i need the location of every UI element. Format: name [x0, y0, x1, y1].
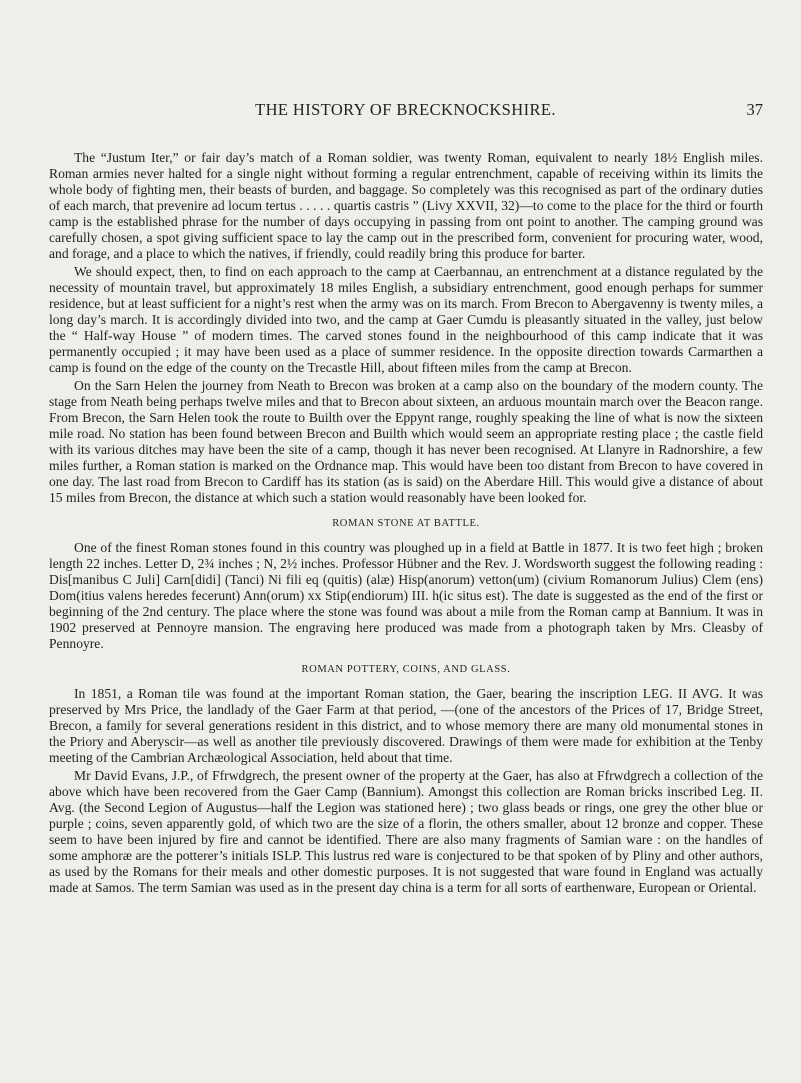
paragraph: One of the finest Roman stones found in this country was ploughed up in a field at Battle in 1877. It is two feet high ; broken length 22 inches. Letter D, 2¾ inches ; N, 2½ inches. Professor Hübner and the Rev. J. Wordsworth suggest the following reading : Dis[manibus C Juli] Carn[didi] (Tanci) Ni fili eq (quitis) (alæ) Hisp(anorum) vetton(um) (civium Romanorum Julius) Clem (ens) Dom(itius valens heredes fecerunt) Ann(orum) xx Stip(endiorum) III. h(ic situs est). The date is suggested as the end of the first or beginning of the 2nd century. The place where the stone was found was about a mile from the Roman camp at Bannium. It was in 1902 preserved at Pennoyre mansion. The engraving here produced was made from a photograph taken by Mrs. Cleasby of Pennoyre. [49, 540, 763, 651]
section-heading-roman-stone: ROMAN STONE AT BATTLE. [332, 518, 480, 529]
paragraph: On the Sarn Helen the journey from Neath to Brecon was broken at a camp also on the boundary of the modern county. The stage from Neath being perhaps twelve miles and that to Brecon about sixteen, an arduous mountain march over the Beacon range. From Brecon, the Sarn Helen took the route to Builth over the Eppynt range, roughly speaking the line of what is now the sixteen mile road. No station has been found between Brecon and Builth which would seem an appropriate resting place ; the castle field with its various ditches may have been the site of a camp, though it has never been recognised. At Llanyre in Radnorshire, a few miles further, a Roman station is marked on the Ordnance map. This would have been too distant from Brecon to have covered in one day. The last road from Brecon to Cardiff has its station (as is said) on the Aberdare Hill. This would give a distance of about 15 miles from Brecon, the distance at which such a station would reasonably have been looked for. [49, 378, 763, 505]
page-number: 37 [746, 100, 763, 119]
page-body [49, 150, 763, 896]
paragraph: Mr David Evans, J.P., of Ffrwdgrech, the present owner of the property at the Gaer, has also at Ffrwdgrech a collection of the above which have been recovered from the Gaer Camp (Bannium). Amongst this collection are Roman bricks inscribed Leg. II. Avg. (the Second Legion of Augustus—half the Legion was stationed here) ; two glass beads or rings, one grey the other blue or purple ; coins, seven apparently gold, of which two are the size of a florin, the others smaller, about 12 bronze and copper. These seem to have been injured by fire and cannot be identified. There are also many fragments of Samian ware : on the handles of some amphoræ are the potterer’s initials ISLP. This lustrus red ware is conjectured to be that spoken of by Pliny and other authors, as used by the Romans for their meals and other domestic purposes. It is not suggested that ware found in England was actually made at Samos. The term Samian was used as in the present day china is a term for all sorts of earthenware, European or Oriental. [49, 768, 763, 895]
page-header [48, 100, 763, 124]
paragraph: The “Justum Iter,” or fair day’s match of a Roman soldier, was twenty Roman, equivalent to nearly 18½ English miles. Roman armies never halted for a single night without forming a regular entrenchment, capable of receiving within its limits the whole body of fighting men, their beasts of burden, and baggage. So completely was this recognised as part of the ordinary duties of each march, that prevenire ad locum tertus . . . . . quartis castris ” (Livy XXVII, 32)—to come to the place for the third or fourth camp is the established phrase for the number of days occupying in passing from ont point to another. The camping ground was carefully chosen, a spot giving sufficient space to lay the camp out in the prescribed form, convenient for procuring water, wood, and forage, and a place to which the natives, if friendly, could readily bring this produce for barter. [49, 150, 763, 261]
paragraph: In 1851, a Roman tile was found at the important Roman station, the Gaer, bearing the inscription LEG. II AVG. It was preserved by Mrs Price, the landlady of the Gaer Farm at that period, —(one of the ancestors of the Prices of 17, Bridge Street, Brecon, a family for several generations resident in this district, and to whose memory there are many old monumental stones in the Priory and Aberyscir—as well as another tile previously discovered. Drawings of them were made for exhibition at the Tenby meeting of the Cambrian Archæological Association, held about that time. [49, 686, 763, 765]
paragraph: We should expect, then, to find on each approach to the camp at Caerbannau, an entrenchment at a distance regulated by the necessity of mountain travel, but approximately 18 miles English, a subsidiary entrenchment, good enough perhaps for summer residence, but at least sufficient for a night’s rest when the army was on its march. From Brecon to Abergavenny is twenty miles, a long day’s march. It is accordingly divided into two, and the camp at Gaer Cumdu is pleasantly situated in the valley, just below the “ Half-way House ” of modern times. The carved stones found in the neighbourhood of this camp indicate that it was permanently occupied ; it may have been used as a place of summer residence. In the opposite direction towards Carmarthen a camp is found on the edge of the county on the Trecastle Hill, about fifteen miles from the camp at Brecon. [49, 264, 763, 375]
section-heading-roman-pottery: ROMAN POTTERY, COINS, AND GLASS. [301, 664, 511, 675]
running-head: THE HISTORY OF BRECKNOCKSHIRE. [255, 100, 556, 119]
